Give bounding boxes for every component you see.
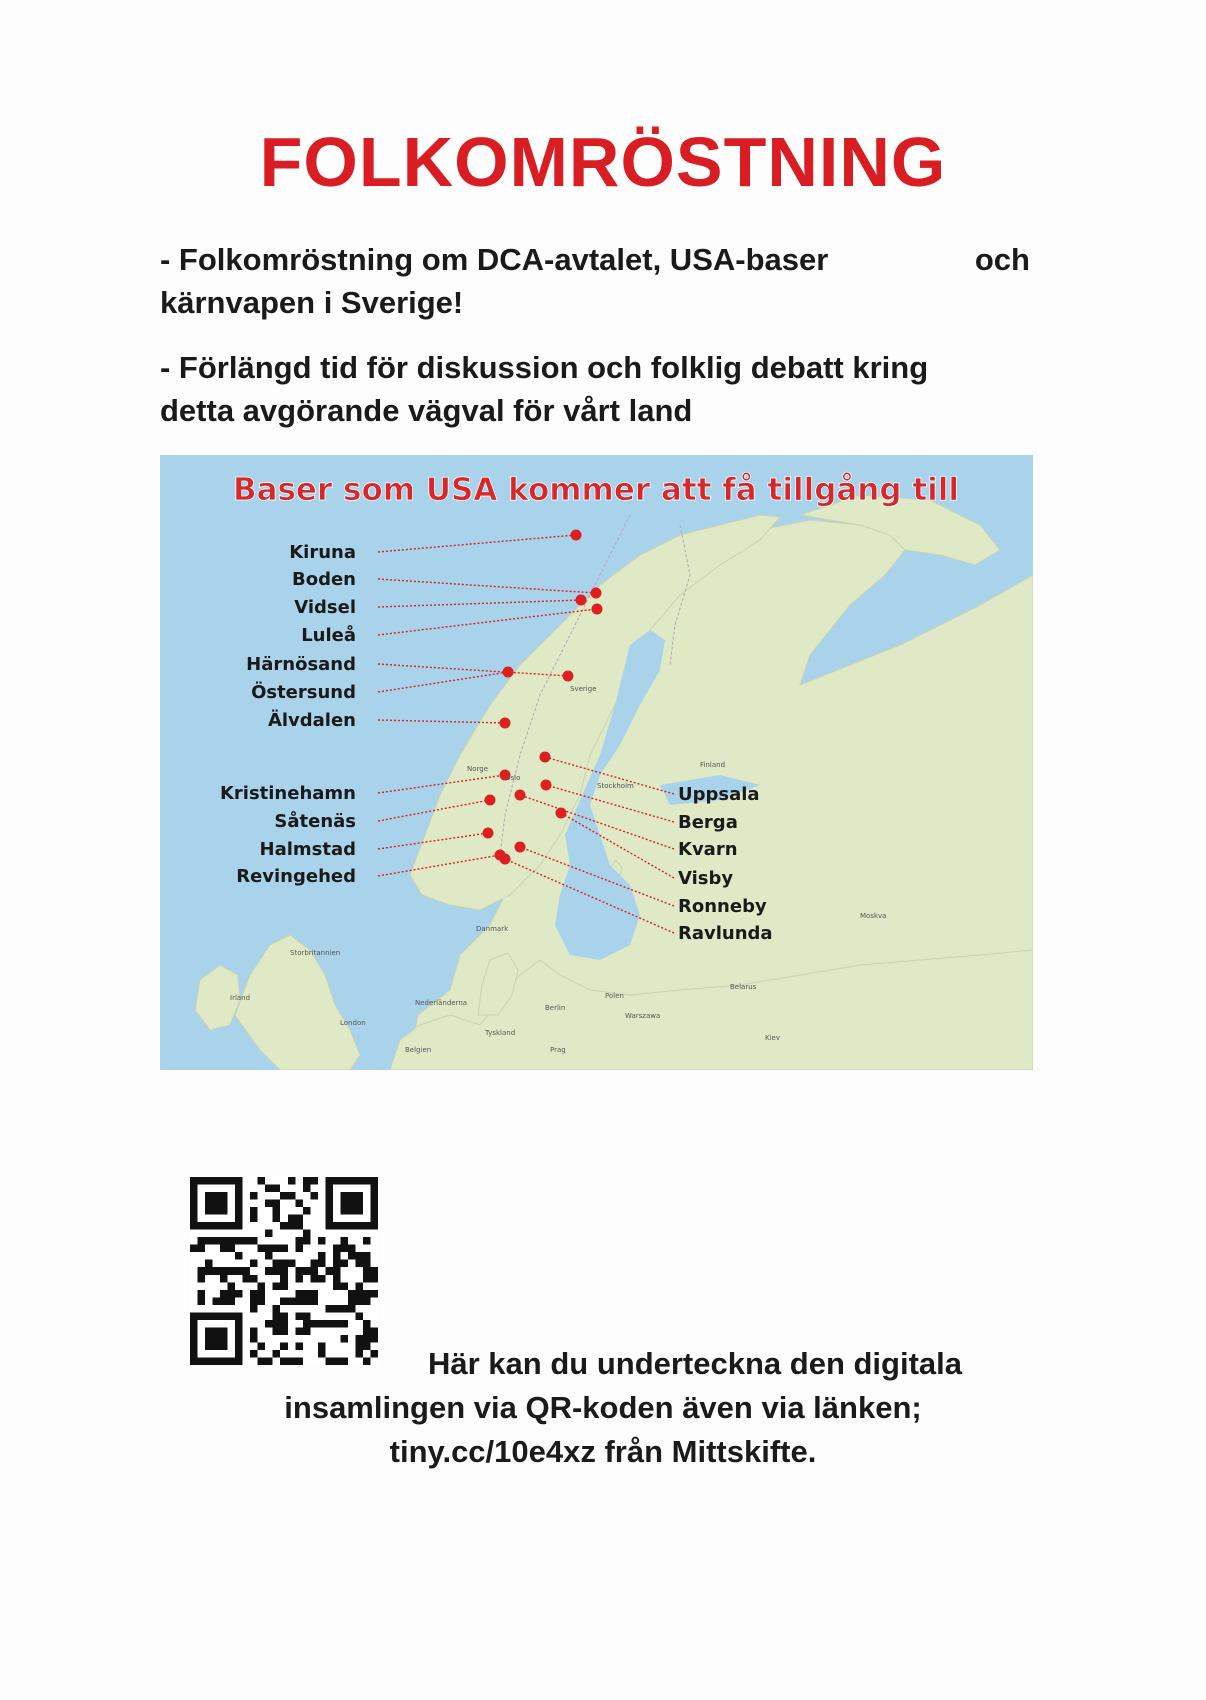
page-title: FOLKOMRÖSTNING (259, 123, 947, 201)
map-place-label: Finland (700, 761, 726, 769)
demand-2-line-2: detta avgörande vägval för vårt land (160, 393, 693, 428)
base-marker (576, 595, 587, 606)
map-place-label: Warszawa (625, 1012, 661, 1020)
base-label: Kiruna (289, 542, 356, 563)
base-label: Halmstad (259, 839, 356, 860)
map-place-label: Oslo (505, 774, 521, 782)
map-heading: Baser som USA kommer att få tillgång till (232, 472, 960, 508)
demand-1 (160, 238, 1030, 324)
signup-line-1: Här kan du underteckna den digitala (428, 1346, 963, 1381)
base-marker (541, 780, 552, 791)
demand-1-line-2: kärnvapen i Sverige! (160, 285, 464, 320)
base-marker (515, 842, 526, 853)
base-label: Uppsala (678, 784, 760, 805)
map-place-label: Norge (467, 765, 489, 773)
base-label: Ronneby (678, 896, 767, 917)
base-label: Östersund (251, 682, 356, 703)
map-place-label: Polen (605, 992, 624, 1000)
base-label: Kvarn (678, 839, 738, 860)
base-label: Älvdalen (267, 710, 356, 731)
base-label: Kristinehamn (219, 783, 356, 804)
demand-1-line-1-end: och (974, 242, 1030, 277)
map-place-label: Tyskland (485, 1029, 516, 1037)
map-place-label: Prag (550, 1046, 566, 1054)
base-label: Luleå (301, 625, 356, 646)
base-marker (503, 667, 514, 678)
map-place-label: Stockholm (597, 782, 634, 790)
base-marker (485, 795, 496, 806)
bases-map (160, 455, 1033, 1070)
demand-1-line-1: - Folkomröstning om DCA-avtalet, USA-baser (160, 242, 829, 277)
base-marker (483, 828, 494, 839)
signup-link[interactable]: tiny.cc/10e4xz från Mittskifte. (389, 1434, 817, 1469)
base-marker (500, 718, 511, 729)
map-place-label: Berlin (545, 1004, 566, 1012)
map-place-label: Kiev (765, 1034, 780, 1042)
base-marker (591, 588, 602, 599)
base-label: Boden (292, 569, 356, 590)
base-marker (592, 604, 603, 615)
base-marker (571, 530, 582, 541)
map-place-label: Irland (230, 994, 251, 1002)
base-marker (563, 671, 574, 682)
map-place-label: Storbritannien (290, 949, 341, 957)
base-marker (500, 854, 511, 865)
base-marker (540, 752, 551, 763)
base-label: Härnösand (246, 654, 356, 675)
base-label: Ravlunda (678, 923, 773, 944)
base-label: Berga (678, 812, 738, 833)
demand-2 (160, 346, 1030, 432)
signup-text (0, 1342, 1206, 1474)
demand-2-line-1: - Förlängd tid för diskussion och folklig debatt kring (160, 350, 929, 385)
base-label: Såtenäs (274, 811, 356, 832)
base-marker (515, 790, 526, 801)
base-label: Vidsel (294, 597, 356, 618)
qr-code-icon[interactable] (190, 1177, 378, 1365)
map-place-label: Sverige (570, 685, 597, 693)
map-place-label: Danmark (476, 925, 509, 933)
base-label: Revingehed (236, 866, 356, 887)
base-marker (556, 808, 567, 819)
map-place-label: London (340, 1019, 366, 1027)
map-place-label: Moskva (860, 912, 887, 920)
base-label: Visby (678, 868, 734, 889)
map-place-label: Belarus (730, 983, 757, 991)
signup-line-2: insamlingen via QR-koden även via länken; (284, 1390, 922, 1425)
map-place-label: Nederländerna (415, 999, 468, 1007)
map-place-label: Belgien (405, 1046, 432, 1054)
